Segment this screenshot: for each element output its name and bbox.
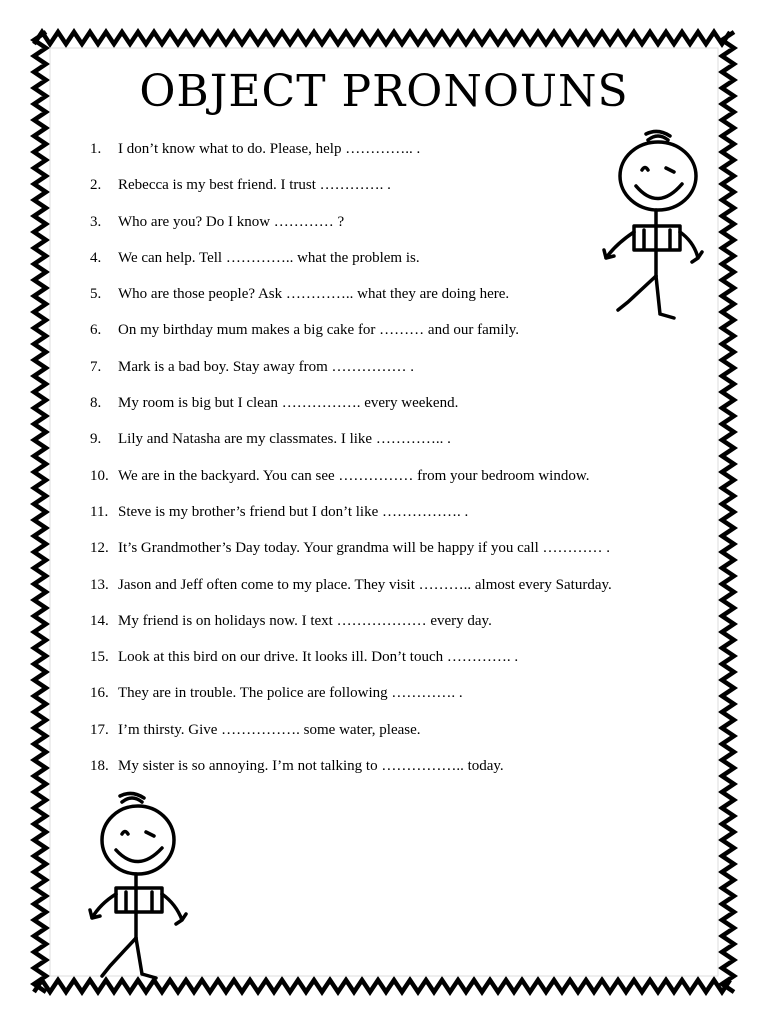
- question-number: 2.: [90, 177, 102, 194]
- question-text: We can help. Tell ………….. what the problem is.: [118, 249, 420, 266]
- question-text: We are in the backyard. You can see …………… from your bedroom window.: [118, 467, 590, 484]
- question-text: Lily and Natasha are my classmates. I like ………….. .: [118, 431, 451, 448]
- list-item: [90, 391, 710, 427]
- stick-figure-winking-icon: [82, 788, 192, 988]
- question-number: 7.: [90, 358, 102, 375]
- question-number: 5.: [90, 286, 102, 303]
- list-item: [90, 355, 710, 391]
- question-text: My friend is on holidays now. I text ……………… every day.: [118, 612, 492, 629]
- question-number: 4.: [90, 249, 102, 266]
- list-item: [90, 609, 710, 645]
- question-number: 11.: [90, 503, 109, 520]
- question-text: Who are those people? Ask ………….. what they are doing here.: [118, 286, 510, 303]
- list-item: [90, 464, 710, 500]
- question-text: They are in trouble. The police are following …………. .: [118, 685, 463, 702]
- page-title: OBJECT PRONOUNS: [139, 66, 629, 117]
- question-text: My sister is so annoying. I’m not talking to …………….. today.: [118, 758, 504, 775]
- question-text: My room is big but I clean ……………. every weekend.: [118, 395, 459, 412]
- list-item: [90, 427, 710, 463]
- list-item: [90, 573, 710, 609]
- question-number: 8.: [90, 395, 102, 412]
- question-number: 1.: [90, 141, 102, 157]
- question-number: 18.: [90, 758, 109, 775]
- stick-figure-winking-icon: [598, 126, 708, 326]
- list-item: [90, 681, 710, 717]
- question-text: I don’t know what to do. Please, help ………….. .: [118, 141, 421, 157]
- question-number: 13.: [90, 576, 109, 593]
- question-number: 16.: [90, 685, 109, 702]
- question-number: 17.: [90, 721, 109, 738]
- question-number: 10.: [90, 467, 109, 484]
- question-number: 6.: [90, 322, 102, 339]
- question-number: 3.: [90, 213, 102, 230]
- question-number: 9.: [90, 431, 102, 448]
- question-text: Who are you? Do I know ………… ?: [118, 213, 345, 230]
- list-item: [90, 718, 710, 754]
- question-number: 12.: [90, 540, 109, 557]
- question-text: On my birthday mum makes a big cake for ……… and our family.: [118, 322, 520, 339]
- question-text: It’s Grandmother’s Day today. Your grandma will be happy if you call ………… .: [118, 540, 611, 557]
- question-text: Jason and Jeff often come to my place. They visit ……….. almost every Saturday.: [118, 576, 612, 593]
- question-text: Rebecca is my best friend. I trust …………. .: [118, 177, 391, 194]
- list-item: [90, 500, 710, 536]
- question-number: 15.: [90, 649, 109, 666]
- question-text: Mark is a bad boy. Stay away from …………… .: [118, 358, 415, 375]
- question-number: 14.: [90, 612, 109, 629]
- question-text: Look at this bird on our drive. It looks ill. Don’t touch …………. .: [118, 649, 519, 666]
- question-text: I’m thirsty. Give ……………. some water, please.: [118, 721, 421, 738]
- list-item: [90, 536, 710, 572]
- list-item: [90, 645, 710, 681]
- list-item: [90, 754, 710, 790]
- question-text: Steve is my brother’s friend but I don’t like ……………. .: [118, 503, 469, 520]
